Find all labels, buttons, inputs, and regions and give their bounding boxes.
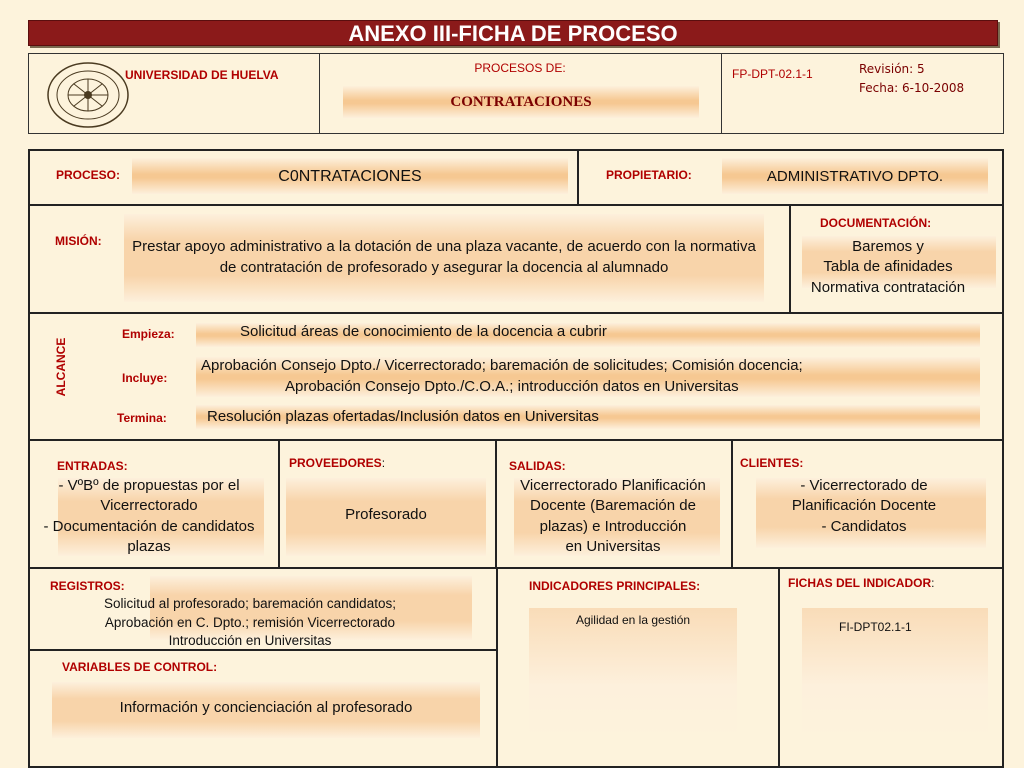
clientes-line-3: - Candidatos [821,518,907,535]
mision-value: Prestar apoyo administrativo a la dotación de una plaza vacante, de acuerdo con la normativa de contratación de profesorado y asegurar la docencia al alumnado [124,214,764,302]
entradas-line-1: - VºBº de propuestas por el [58,477,240,494]
proveedores-label: PROVEEDORES: [289,456,386,470]
registros-line-1: Solicitud al profesorado; baremación candidatos; [104,596,396,611]
fichas-label: FICHAS DEL INDICADOR: [788,576,935,590]
registros-line-2: Aprobación en C. Dpto.; remisión Vicerrectorado [104,615,396,630]
documentacion-line-3: Normativa contratación [810,279,966,296]
variables-label: VARIABLES DE CONTROL: [62,660,218,674]
proceso-label: PROCESO: [56,168,121,182]
salidas-line-2: Docente (Baremación de [530,497,696,514]
procesos-de-value: CONTRATACIONES [343,86,699,118]
propietario-value: ADMINISTRATIVO DPTO. [722,158,988,194]
clientes-line-2: Planificación Docente [791,497,937,514]
documentacion-line-1: Baremos y [852,238,924,255]
indicadores-label: INDICADORES PRINCIPALES: [529,579,701,593]
salidas-line-1: Vicerrectorado Planificación [520,477,706,494]
termina-label: Termina: [117,411,167,425]
registros-line-3: Introducción en Universitas [168,633,332,648]
salidas-line-3: plazas) e Introducción [539,518,687,535]
university-seal-icon [45,60,131,130]
university-name: UNIVERSIDAD DE HUELVA [125,68,279,82]
revision: Revisión: 5 [859,62,925,76]
termina-value: Resolución plazas ofertadas/Inclusión datos en Universitas [207,408,599,425]
registros-label: REGISTROS: [50,579,125,593]
entradas-line-3: - Documentación de candidatos [43,518,255,535]
document-code: FP-DPT-02.1-1 [732,67,813,81]
salidas-line-4: en Universitas [565,538,661,555]
indicadores-panel [529,608,737,738]
incluye-label: Incluye: [122,371,168,385]
entradas-line-2: Vicerrectorado [100,497,198,514]
fecha: Fecha: 6-10-2008 [859,81,965,95]
clientes-line-1: - Vicerrectorado de [800,477,928,494]
page-title: ANEXO III-FICHA DE PROCESO [28,20,998,46]
header-box [28,53,1004,134]
documentacion-line-2: Tabla de afinidades [823,258,953,275]
propietario-label: PROPIETARIO: [606,168,692,182]
empieza-label: Empieza: [122,327,175,341]
proveedores-value: Profesorado [286,478,486,556]
fichas-value: FI-DPT02.1-1 [839,620,912,634]
mision-label: MISIÓN: [55,234,102,248]
documentacion-label: DOCUMENTACIÓN: [820,216,932,230]
variables-value: Información y concienciación al profesorado [52,682,480,738]
empieza-value: Solicitud áreas de conocimiento de la docencia a cubrir [240,323,607,340]
incluye-line-1: Aprobación Consejo Dpto./ Vicerrectorado; baremación de solicitudes; Comisión docencia; [201,357,803,374]
clientes-label: CLIENTES: [740,456,804,470]
proceso-value: C0NTRATACIONES [132,158,568,194]
indicadores-value: Agilidad en la gestión [575,613,691,627]
entradas-label: ENTRADAS: [57,459,128,473]
incluye-line-2: Aprobación Consejo Dpto./C.O.A.; introducción datos en Universitas [285,378,739,395]
procesos-de-label: PROCESOS DE: [474,61,566,75]
entradas-line-4: plazas [127,538,171,555]
alcance-label: ALCANCE [54,337,68,397]
salidas-label: SALIDAS: [509,459,566,473]
